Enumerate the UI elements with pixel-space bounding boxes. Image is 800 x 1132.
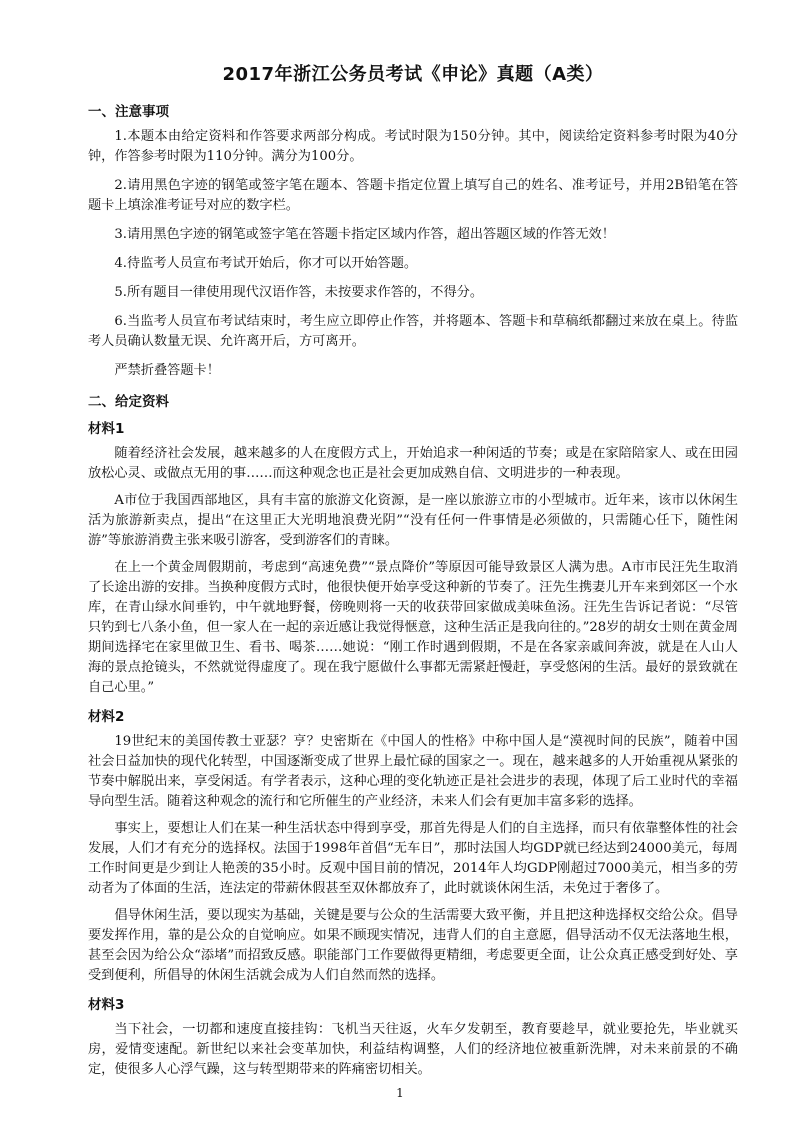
material-1-paragraph: A市位于我国西部地区，具有丰富的旅游文化资源，是一座以旅游立市的小型城市。近年来，该市以休闲生活为旅游新卖点，提出“在这里正大光明地浪费光阴”“没有任何一件事情是必须做的，只需随心任下，随性闲游”等旅游消费主张来吸引游客，受到游客们的青睐。 [88,493,738,548]
materials-section [88,390,738,1080]
document-title: 2017年浙江公务员考试《申论》真题（A类） [222,64,604,85]
material-3-label: 材料3 [88,997,125,1013]
note-item-1: 1.本题本由给定资料和作答要求两部分构成。考试时限为150分钟。其中，阅读给定资料参考时限为40分钟，作答参考时限为110分钟。满分为100分。 [88,129,738,164]
note-item-2: 2.请用黑色字迹的钢笔或签字笔在题本、答题卡指定位置上填写自己的姓名、准考证号，并用2B铅笔在答题卡上填涂准考证号对应的数字栏。 [88,178,738,213]
section-heading-notes: 一、注意事项 [88,104,169,120]
note-item-6: 6.当监考人员宣布考试结束时，考生应立即停止作答，并将题本、答题卡和草稿纸都翻过来放在桌上。待监考人员确认数量无误、允许离开后，方可离开。 [88,314,738,349]
notes-section [88,100,738,381]
section-heading-materials: 二、给定资料 [88,394,169,410]
page-number: 1 [396,1086,404,1100]
document-page [88,60,738,1087]
material-1-paragraph: 随着经济社会发展，越来越多的人在度假方式上，开始追求一种闲适的节奏；或是在家陪陪家人、或在田园放松心灵、或做点无用的事……而这种观念也正是社会更加成熟自信、文明进步的一种表现。 [88,446,738,481]
note-item-5: 5.所有题目一律使用现代汉语作答，未按要求作答的，不得分。 [114,285,484,300]
material-1-label: 材料1 [88,421,125,437]
material-2-paragraph: 事实上，要想让人们在某一种生活状态中得到享受，那首先得是人们的自主选择，而只有依靠整体性的社会发展，人们才有充分的选择权。法国于1998年首倡“无车日”，那时法国人均GDP就已经达到24000美元，每周工作时间更是少到让人艳羡的35小时。反观中国目前的情况，2014年人均GDP刚超过7000美元，相当多的劳动者为了体面的生活，连法定的带薪休假甚至双休都放弃了，此时就谈休闲生活，未免过于奢侈了。 [88,821,738,896]
material-2-paragraph: 19世纪末的美国传教士亚瑟？亨？史密斯在《中国人的性格》中称中国人是“漠视时间的民族”，随着中国社会日益加快的现代化转型，中国逐渐变成了世界上最忙碌的国家之一。现在，越来越多的人开始重视从紧张的节奏中解脱出来，享受闲适。有学者表示，这种心理的变化轨迹正是社会进步的表现，体现了后工业时代的幸福导向型生活。随着这种观念的流行和它所催生的产业经济，未来人们会有更加丰富多彩的选择。 [88,734,738,809]
note-item-3: 3.请用黑色字迹的钢笔或签字笔在答题卡指定区域内作答，超出答题区域的作答无效！ [114,227,615,242]
material-2-label: 材料2 [88,709,125,725]
material-3-paragraph: 当下社会，一切都和速度直接挂钩：飞机当天往返，火车夕发朝至，教育要趁早，就业要抢先，毕业就买房，爱情变速配。新世纪以来社会变革加快，利益结构调整，人们的经济地位被重新洗牌，对未来前景的不确定，使很多人心浮气躁，这与转型期带来的阵痛密切相关。 [88,1022,738,1077]
note-warning: 严禁折叠答题卡！ [114,363,220,378]
note-item-4: 4.待监考人员宣布考试开始后，你才可以开始答题。 [114,256,418,271]
material-2-paragraph: 倡导休闲生活，要以现实为基础，关键是要与公众的生活需要大致平衡，并且把这种选择权交给公众。倡导要发挥作用，靠的是公众的自觉响应。如果不顾现实情况，违背人们的自主意愿，倡导活动不仅无法落地生根，甚至会因为给公众“添堵”而招致反感。职能部门工作要做得更精细，考虑要更全面，让公众真正感受到好处、享受到便利，所倡导的休闲生活就会成为人们自然而然的选择。 [88,908,738,983]
material-1-paragraph: 在上一个黄金周假期前，考虑到“高速免费”“景点降价”等原因可能导致景区人满为患。A市市民汪先生取消了长途出游的安排。当换种度假方式时，他很快便开始享受这种新的节奏了。汪先生携妻儿开车来到郊区一个水库，在青山绿水间垂钓，中午就地野餐，傍晚则将一天的收获带回家做成美味鱼汤。汪先生告诉记者说：“尽管只钓到七八条小鱼，但一家人在一起的亲近感让我觉得惬意，这种生活正是我向往的。”28岁的胡女士则在黄金周期间选择宅在家里做卫生、看书、喝茶……她说：“刚工作时遇到假期，不是在各家亲戚间奔波，就是在人山人海的景点抢镜头，不然就觉得虚度了。现在我宁愿做什么事都无需紧赶慢赶，享受悠闲的生活。最好的景致就在自己心里。” [88,560,738,695]
